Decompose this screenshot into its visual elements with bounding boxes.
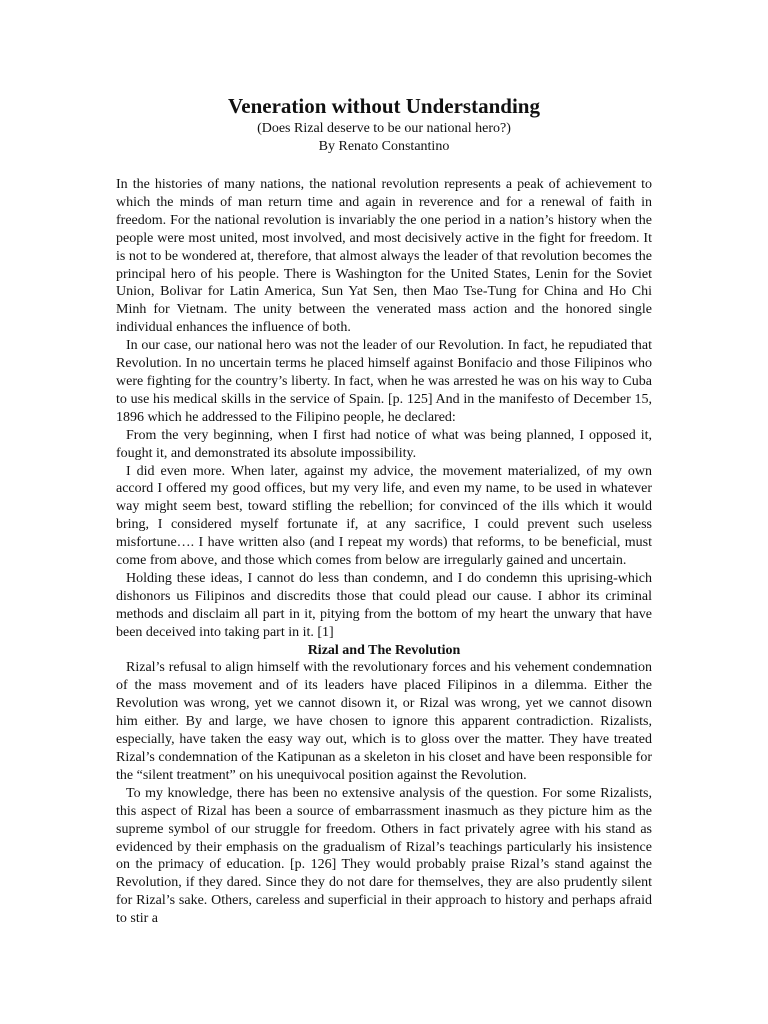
- paragraph-refusal: Rizal’s refusal to align himself with the revolutionary forces and his vehement condemnation of the mass movement and of its leaders have placed Filipinos in a dilemma. Either the Revolution was wrong, yet we cannot disown it, or Rizal was wrong, yet we cannot disown him either. By and large, we have chosen to ignore this apparent contradiction. Rizalists, especially, have taken the easy way out, which is to gloss over the matter. They have treated Rizal’s condemnation of the Katipunan as a skeleton in his closet and have been responsible for the “silent treatment” on his unequivocal position against the Revolution.: [116, 660, 652, 783]
- document-title: Veneration without Understanding: [228, 94, 540, 118]
- document-body: [116, 176, 652, 928]
- document-subtitle: (Does Rizal deserve to be our national hero?): [257, 121, 511, 136]
- paragraph-quote-beginning: From the very beginning, when I first had notice of what was being planned, I opposed it, fought it, and demonstrated its absolute impossibility.: [116, 427, 652, 461]
- document-byline: By Renato Constantino: [318, 139, 450, 154]
- paragraph-our-case: In our case, our national hero was not the leader of our Revolution. In fact, he repudiated that Revolution. In no uncertain terms he placed himself against Bonifacio and those Filipinos who were fighting for the country’s liberty. In fact, when he was arrested he was on his way to Cuba to use his medical skills in the service of Spain. [p. 125] And in the manifesto of December 15, 1896 which he addressed to the Filipino people, he declared:: [116, 338, 652, 425]
- paragraph-quote-did-more: I did even more. When later, against my advice, the movement materialized, of my own accord I offered my good offices, but my very life, and even my name, to be used in whatever way might seem best, toward stifling the rebellion; for convinced of the ills which it would bring, I considered myself fortunate if, at any sacrifice, I could prevent such useless misfortune…. I have written also (and I repeat my words) that reforms, to be beneficial, must come from above, and those which comes from below are irregularly gained and uncertain.: [116, 463, 652, 569]
- document-page: [116, 92, 652, 928]
- paragraph-intro: In the histories of many nations, the national revolution represents a peak of achievement to which the minds of man return time and again in reverence and for a renewal of faith in freedom. For the national revolution is invariably the one period in a nation’s history when the people were most united, most involved, and most decisively active in the fight for freedom. It is not to be wondered at, therefore, that almost always the leader of that revolution becomes the principal hero of his people. There is Washington for the United States, Lenin for the Soviet Union, Bolivar for Latin America, Sun Yat Sen, then Mao Tse-Tung for China and Ho Chi Minh for Vietnam. The unity between the venerated mass action and the honored single individual enhances the influence of both.: [116, 177, 652, 336]
- section-heading: Rizal and The Revolution: [307, 642, 461, 658]
- paragraph-knowledge: To my knowledge, there has been no extensive analysis of the question. For some Rizalists, this aspect of Rizal has been a source of embarrassment inasmuch as they picture him as the supreme symbol of our struggle for freedom. Others in fact privately agree with his stand as evidenced by their emphasis on the gradualism of Rizal’s teachings particularly his insistence on the primacy of education. [p. 126] They would probably praise Rizal’s stand against the Revolution, if they dared. Since they do not dare for themselves, they are also prudently silent for Rizal’s sake. Others, careless and superficial in their approach to history and perhaps afraid to stir a: [116, 785, 652, 927]
- paragraph-quote-holding-ideas: Holding these ideas, I cannot do less than condemn, and I do condemn this uprising-which dishonors us Filipinos and discredits those that could plead our cause. I abhor its criminal methods and disclaim all part in it, pitying from the bottom of my heart the unwary that have been deceived into taking part in it. [1]: [116, 570, 652, 640]
